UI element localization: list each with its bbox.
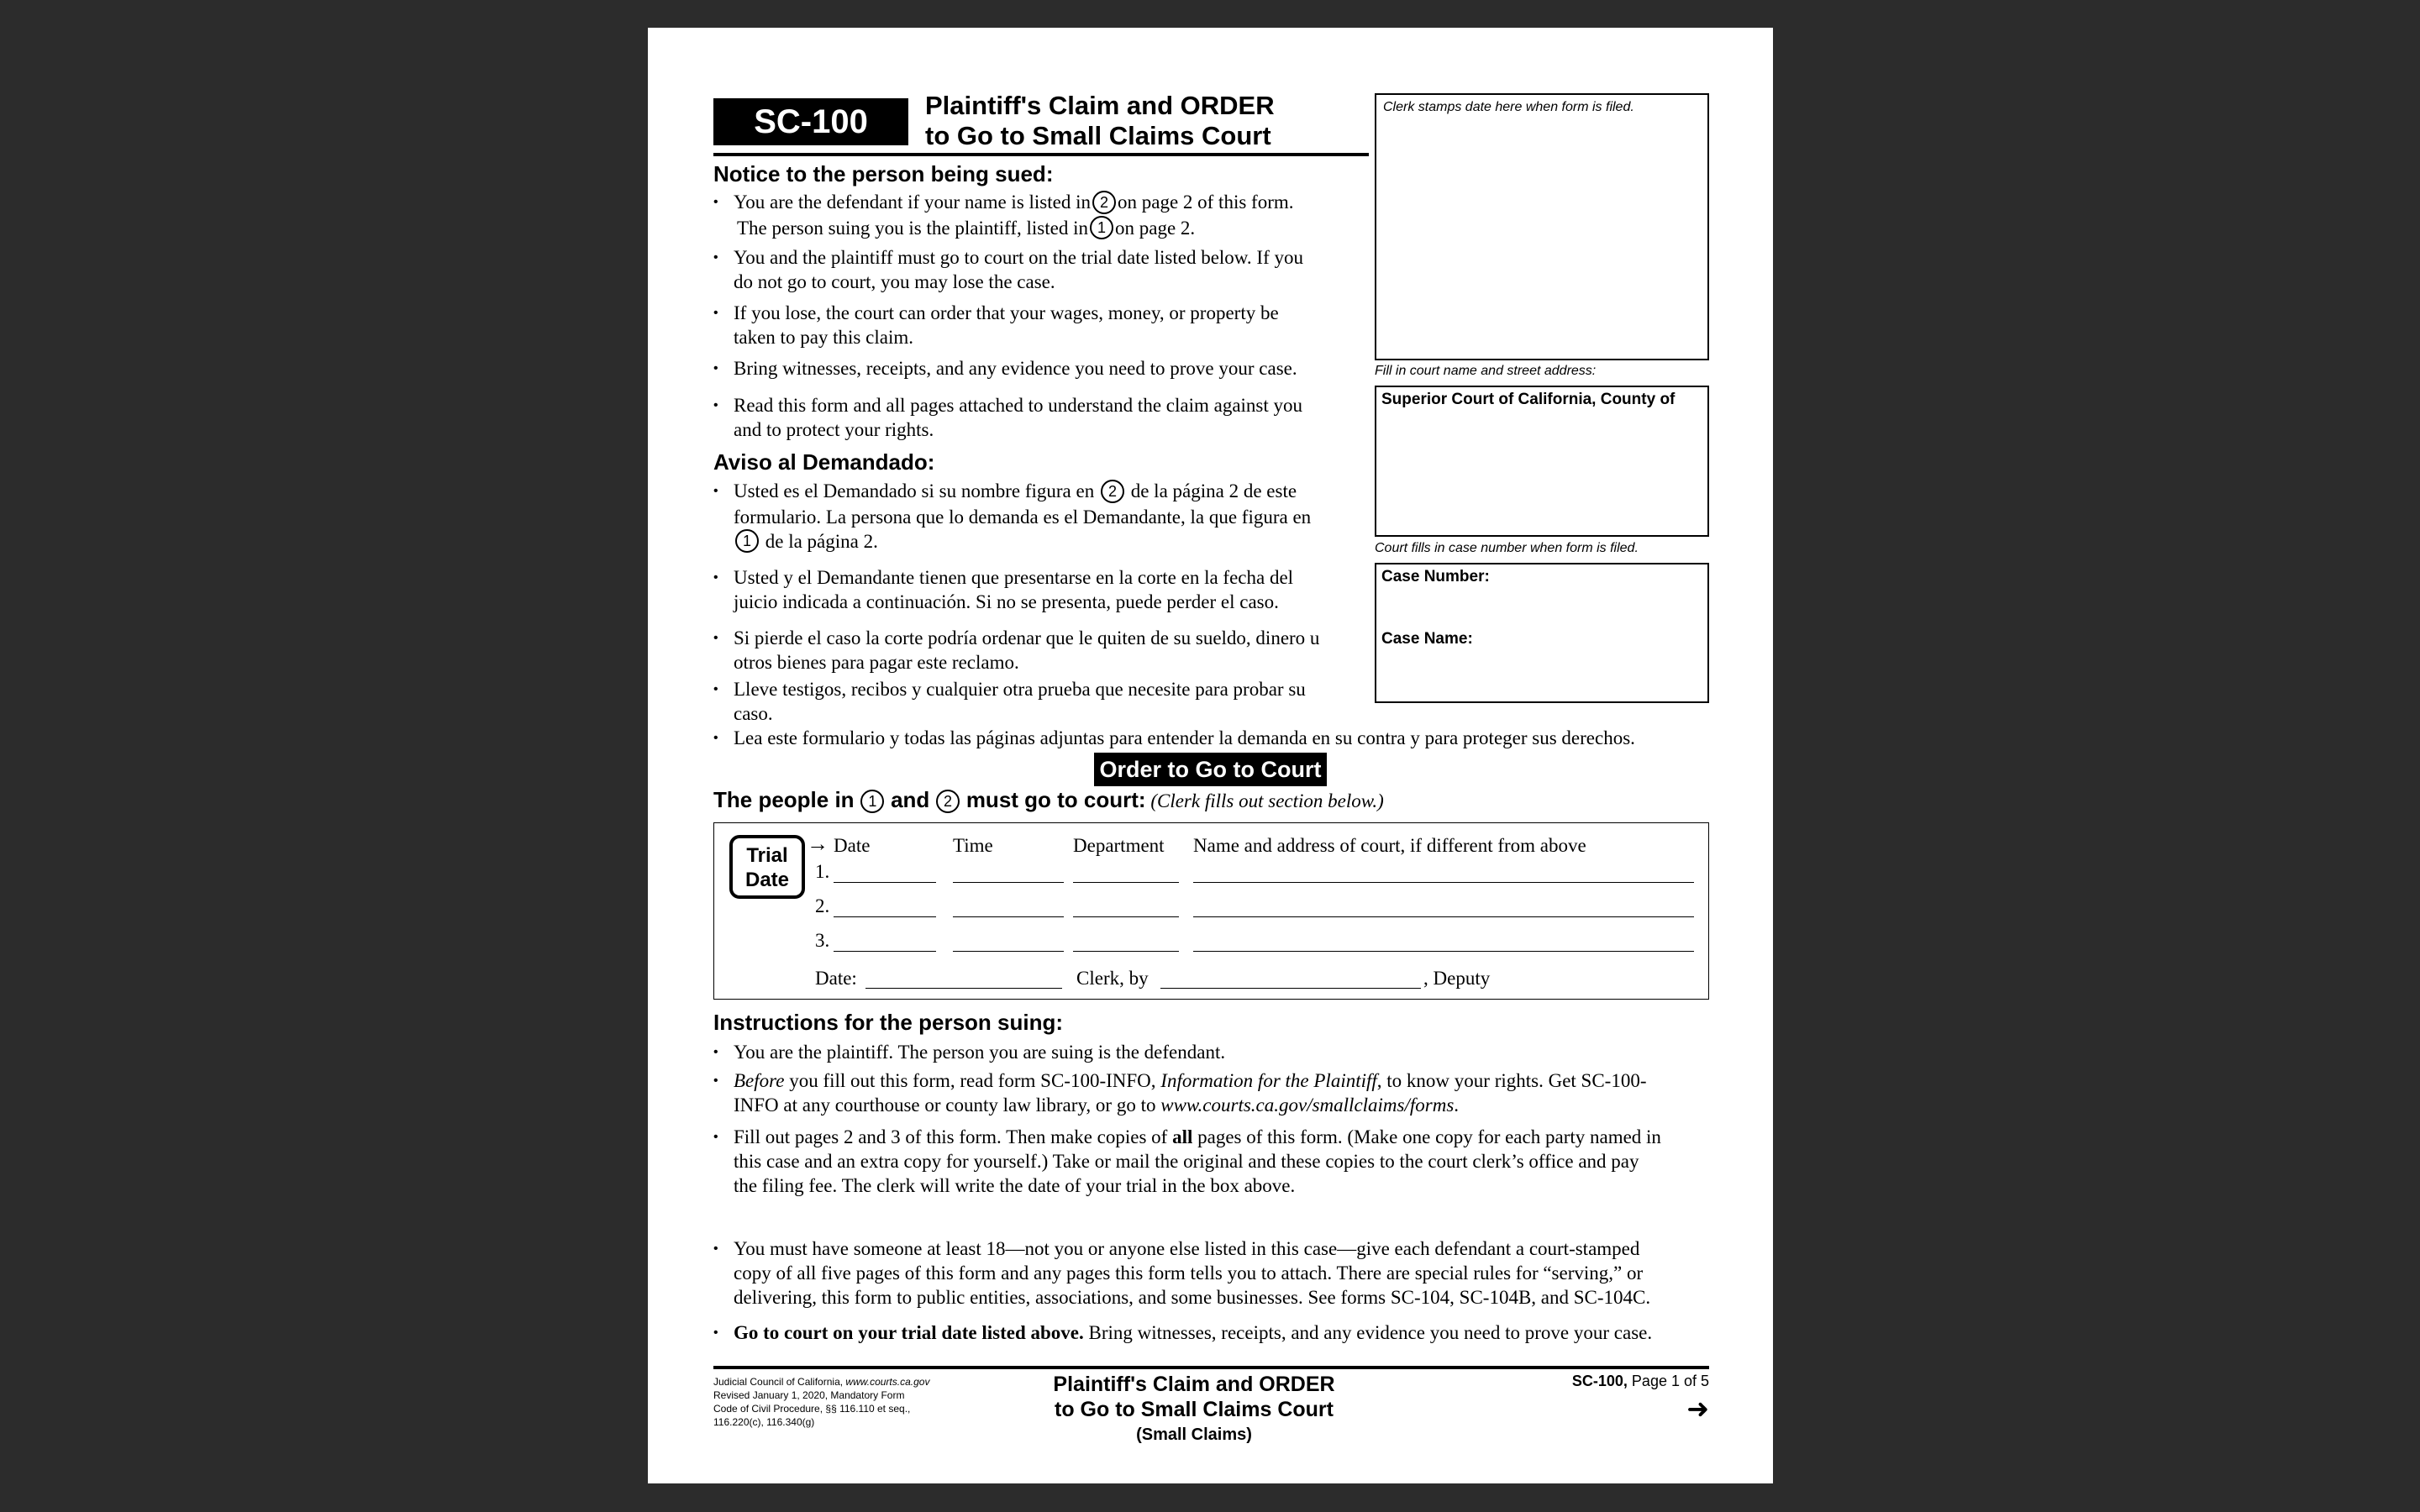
clerk-signature-field[interactable]: [1160, 988, 1421, 989]
footer-title-line1: Plaintiff's Claim and ORDER: [1053, 1373, 1335, 1396]
footer-left4: 116.220(c), 116.340(g): [713, 1416, 815, 1428]
notice-b4-line1: Bring witnesses, receipts, and any evidence you need to prove your case.: [734, 358, 1297, 379]
instruction-3-line3: the filing fee. The clerk will write the date of your trial in the box above.: [734, 1175, 1296, 1196]
aviso-b2-line2: juicio indicada a continuación. Si no se presenta, puede perder el caso.: [734, 591, 1279, 612]
dept-field-3[interactable]: [1073, 951, 1179, 952]
form-title-line1: Plaintiff's Claim and ORDER: [925, 91, 1275, 120]
instruction-4: [713, 1236, 1651, 1310]
notice-bullet-4: [713, 356, 1297, 381]
aviso-bullet-4: [713, 677, 1306, 726]
footer-title-line2: to Go to Small Claims Court: [1055, 1398, 1334, 1421]
col-name-header: Name and address of court, if different from above: [1193, 835, 1586, 856]
instructions-heading: Instructions for the person suing:: [713, 1010, 1064, 1035]
trial-label-2: Date: [744, 869, 790, 891]
row-number: 2.: [815, 895, 830, 916]
instruction-4-line2: copy of all five pages of this form and any pages this form tells you to attach. There are special rules for “serving,” or: [734, 1263, 1644, 1284]
footer-legal: [713, 1375, 929, 1429]
bullet-dot: •: [713, 682, 718, 696]
notice-b1-text-d: on page 2.: [1115, 217, 1196, 239]
aviso-b4-line1: Lleve testigos, recibos y cualquier otra prueba que necesite para probar su: [734, 679, 1306, 700]
notice-b1-text-a: You are the defendant if your name is listed in: [734, 192, 1091, 213]
time-field-2[interactable]: [953, 916, 1064, 917]
bullet-dot: •: [713, 361, 718, 375]
court-address-field-1[interactable]: [1193, 882, 1694, 883]
notice-b1-text-b: on page 2 of this form.: [1117, 192, 1294, 213]
instruction-5-bold: Go to court on your trial date listed above.: [734, 1322, 1084, 1343]
trial-date-box: [713, 822, 1709, 1000]
instruction-3-text-b: pages of this form. (Make one copy for each party named in: [1192, 1126, 1661, 1147]
aviso-b2-line1: Usted y el Demandante tienen que presentarse en la corte en la fecha del: [734, 567, 1294, 588]
bullet-dot: •: [713, 1074, 718, 1088]
notice-b5-line1: Read this form and all pages attached to understand the claim against you: [734, 395, 1303, 416]
case-info-box[interactable]: [1375, 563, 1709, 703]
aviso-b1-text-b: de la página 2 de este: [1130, 480, 1297, 501]
aviso-b3-line1: Si pierde el caso la corte podría ordenar que le quiten de su sueldo, dinero u: [734, 627, 1320, 648]
bullet-dot: •: [713, 484, 718, 498]
smallclaims-forms-link[interactable]: www.courts.ca.gov/smallclaims/forms: [1160, 1095, 1455, 1116]
instruction-1-text: You are the plaintiff. The person you are suing is the defendant.: [734, 1042, 1226, 1063]
aviso-b1-text-a: Usted es el Demandado si su nombre figura en: [734, 480, 1095, 501]
title-divider: [713, 153, 1369, 156]
instruction-4-line1: You must have someone at least 18—not you or anyone else listed in this case—give each defendant a court-stamped: [734, 1238, 1640, 1259]
notice-bullet-3: [713, 301, 1279, 349]
aviso-bullet-5: [713, 726, 1635, 750]
instruction-3: [713, 1125, 1661, 1198]
time-field-1[interactable]: [953, 882, 1064, 883]
bullet-dot: •: [713, 1242, 718, 1256]
instruction-3-line2: this case and an extra copy for yourself.) Take or mail the original and these copies to the court clerk’s office and pay: [734, 1151, 1639, 1172]
bullet-dot: •: [713, 398, 718, 412]
bullet-dot: •: [713, 631, 718, 645]
time-field-3[interactable]: [953, 951, 1064, 952]
footer-title: [1018, 1372, 1370, 1447]
dept-field-2[interactable]: [1073, 916, 1179, 917]
instruction-2: [713, 1068, 1647, 1117]
court-address-box[interactable]: [1375, 386, 1709, 537]
instruction-4-line3: delivering, this form to public entities, associations, and some businesses. See forms SC-104, SC-104B, and SC-104C.: [734, 1287, 1651, 1308]
footer-left2: Revised January 1, 2020, Mandatory Form: [713, 1389, 905, 1401]
bullet-dot: •: [713, 1130, 718, 1144]
footer-left3: Code of Civil Procedure, §§ 116.110 et seq.,: [713, 1403, 911, 1415]
dept-field-1[interactable]: [1073, 882, 1179, 883]
instruction-3-text-a: Fill out pages 2 and 3 of this form. Then make copies of: [734, 1126, 1173, 1147]
notice-heading: Notice to the person being sued:: [713, 161, 1054, 186]
arrow-icon: →: [807, 832, 829, 856]
notice-b3-line2: taken to pay this claim.: [734, 327, 913, 348]
aviso-heading: Aviso al Demandado:: [713, 449, 935, 475]
instruction-2-text-d: .: [1454, 1095, 1460, 1116]
instruction-5-rest: Bring witnesses, receipts, and any evidence you need to prove your case.: [1083, 1322, 1653, 1343]
date-field-2[interactable]: [834, 916, 936, 917]
form-page: [648, 28, 1773, 1483]
notice-bullet-5: [713, 393, 1303, 442]
court-name-prefix: Superior Court of California, County of: [1381, 391, 1676, 408]
info-form-title: Information for the Plaintiff: [1160, 1070, 1377, 1091]
aviso-bullet-1: [713, 479, 1312, 554]
bullet-dot: •: [713, 1045, 718, 1059]
signature-date-label: Date:: [815, 968, 857, 989]
instruction-3-all: all: [1172, 1126, 1193, 1147]
row-number: 3.: [815, 930, 830, 951]
people-text-a: The people in: [713, 787, 855, 812]
next-page-arrow-icon[interactable]: ➜: [1686, 1394, 1709, 1424]
bullet-dot: •: [713, 250, 718, 265]
instruction-5: [713, 1320, 1653, 1345]
clerk-by-label: Clerk, by: [1076, 968, 1149, 989]
date-field-1[interactable]: [834, 882, 936, 883]
people-must-go-line: [713, 787, 1384, 815]
trial-date-badge: [729, 835, 805, 899]
notice-bullet-2: [713, 245, 1303, 294]
circle-number-2: 2: [1101, 480, 1124, 503]
notice-b2-line1: You and the plaintiff must go to court on the trial date listed below. If you: [734, 247, 1303, 268]
court-address-label: Fill in court name and street address:: [1375, 364, 1597, 378]
circle-number-1: 1: [860, 790, 884, 813]
aviso-bullet-3: [713, 626, 1320, 675]
notice-b5-line2: and to protect your rights.: [734, 419, 934, 440]
bullet-dot: •: [713, 306, 718, 320]
footer-page-number: [1572, 1373, 1709, 1390]
case-number-label-note: Court fills in case number when form is filed.: [1375, 541, 1639, 555]
order-banner: Order to Go to Court: [1094, 753, 1327, 786]
people-text-b: must go to court:: [965, 787, 1146, 812]
aviso-b1-text-d: de la página 2.: [765, 530, 878, 552]
form-title-line2: to Go to Small Claims Court: [925, 121, 1271, 150]
footer-title-line3: (Small Claims): [1136, 1425, 1252, 1444]
circle-number-1: 1: [1090, 216, 1113, 239]
aviso-b4-line2: caso.: [734, 703, 773, 724]
instruction-2-text-a: you fill out this form, read form SC-100-INFO,: [784, 1070, 1161, 1091]
clerk-stamp-box: [1375, 93, 1709, 360]
date-field-3[interactable]: [834, 951, 936, 952]
bullet-dot: •: [713, 1326, 718, 1340]
circle-number-2: 2: [1092, 191, 1116, 214]
signature-date-field[interactable]: [865, 988, 1062, 989]
instruction-2-text-c: INFO at any courthouse or county law library, or go to: [734, 1095, 1161, 1116]
footer-left1: Judicial Council of California,: [713, 1376, 846, 1388]
bullet-dot: •: [713, 570, 718, 585]
instruction-2-text-b: , to know your rights. Get SC-100-: [1376, 1070, 1647, 1091]
people-and: and: [891, 787, 930, 812]
circle-number-1: 1: [735, 529, 759, 553]
row-number: 1.: [815, 861, 830, 882]
bullet-dot: •: [713, 195, 718, 209]
clerk-fills-note: (Clerk fills out section below.): [1150, 790, 1384, 811]
col-time-header: Time: [953, 835, 993, 856]
notice-bullet-1: [713, 190, 1294, 241]
instruction-2-before: Before: [734, 1070, 785, 1091]
notice-b1-text-c: The person suing you is the plaintiff, listed in: [737, 217, 1088, 239]
bullet-dot: •: [713, 731, 718, 745]
notice-b2-line2: do not go to court, you may lose the case.: [734, 271, 1055, 292]
case-number-label: Case Number:: [1381, 568, 1490, 585]
footer-form-id: SC-100,: [1571, 1373, 1628, 1389]
form-id-badge: SC-100: [713, 98, 908, 145]
court-address-field-2[interactable]: [1193, 916, 1694, 917]
aviso-b3-line2: otros bienes para pagar este reclamo.: [734, 652, 1019, 673]
court-address-field-3[interactable]: [1193, 951, 1694, 952]
aviso-bullet-2: [713, 565, 1294, 614]
col-date-header: Date: [834, 835, 871, 856]
aviso-b1-line2: formulario. La persona que lo demanda es el Demandante, la que figura en: [734, 506, 1312, 528]
form-title: [925, 91, 1275, 151]
clerk-stamp-label: Clerk stamps date here when form is filed.: [1383, 100, 1634, 114]
footer-page-text: Page 1 of 5: [1627, 1373, 1709, 1389]
footer-courts-link[interactable]: www.courts.ca.gov: [845, 1376, 930, 1388]
case-name-label: Case Name:: [1381, 630, 1473, 648]
aviso-b5-line1: Lea este formulario y todas las páginas adjuntas para entender la demanda en su contra y para proteger sus derechos.: [734, 727, 1635, 748]
col-dept-header: Department: [1073, 835, 1165, 856]
deputy-label: , Deputy: [1423, 968, 1491, 989]
circle-number-2: 2: [936, 790, 960, 813]
notice-b3-line1: If you lose, the court can order that your wages, money, or property be: [734, 302, 1279, 323]
instruction-1: [713, 1040, 1226, 1064]
footer-rule: [713, 1366, 1709, 1369]
trial-label-1: Trial: [746, 844, 788, 867]
